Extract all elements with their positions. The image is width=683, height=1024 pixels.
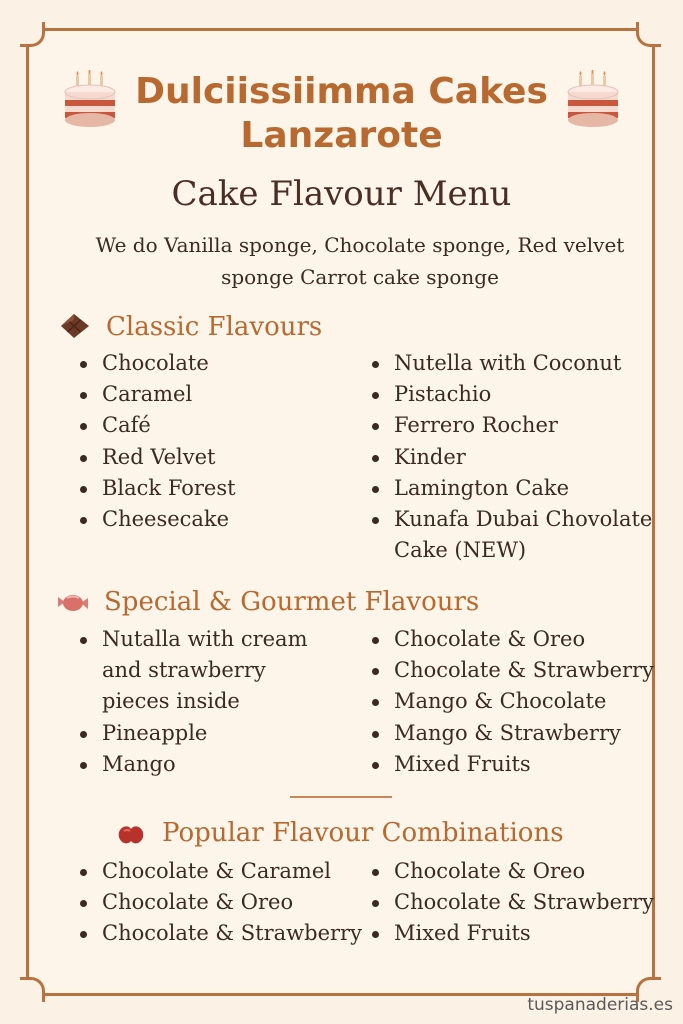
list-item: Mango & Strawberry (368, 718, 668, 749)
classic-flavours-left (76, 348, 346, 535)
brand-title (0, 70, 683, 158)
list-item: Pistachio (368, 379, 658, 410)
special-flavours-left (76, 624, 336, 780)
list-item: Chocolate & Strawberry (76, 918, 366, 949)
berry-icon (114, 819, 148, 847)
frame-corner (20, 22, 45, 47)
special-flavours-right (368, 624, 668, 780)
list-item: Ferrero Rocher (368, 410, 658, 441)
section-title-popular: Popular Flavour Combinations (162, 818, 564, 848)
list-item: Chocolate & Caramel (76, 856, 366, 887)
classic-flavours-right (368, 348, 658, 566)
list-item: Chocolate & Strawberry (368, 655, 668, 686)
list-item: Chocolate & Strawberry (368, 887, 668, 918)
list-item: Nutalla with cream and strawberry pieces inside (76, 624, 336, 718)
menu-title: Cake Flavour Menu (171, 174, 512, 214)
section-divider (290, 796, 392, 798)
list-item: Mango (76, 749, 336, 780)
section-title-special: Special & Gourmet Flavours (104, 587, 480, 617)
list-item: Cheesecake (76, 504, 346, 535)
list-item: Pineapple (76, 718, 336, 749)
list-item: Chocolate & Oreo (368, 624, 668, 655)
list-item: Café (76, 410, 346, 441)
brand-line-2: Lanzarote (240, 115, 443, 156)
list-item: Chocolate & Oreo (76, 887, 366, 918)
list-item: Mixed Fruits (368, 918, 668, 949)
frame-corner (636, 22, 661, 47)
intro-line-1: We do Vanilla sponge, Chocolate sponge, Red velvet (95, 233, 625, 257)
list-item: Mango & Chocolate (368, 686, 668, 717)
list-item: Kinder (368, 442, 658, 473)
section-title-classic: Classic Flavours (106, 312, 323, 342)
popular-combinations-left (76, 856, 366, 950)
sponge-intro (80, 229, 640, 293)
list-item: Nutella with Coconut (368, 348, 658, 379)
frame-corner (20, 977, 45, 1002)
list-item: Black Forest (76, 473, 346, 504)
popular-combinations-right (368, 856, 668, 950)
list-item: Red Velvet (76, 442, 346, 473)
brand-line-1: Dulciissiimma Cakes (135, 71, 548, 112)
intro-line-2: sponge Carrot cake sponge (221, 265, 499, 289)
list-item: Chocolate & Oreo (368, 856, 668, 887)
list-item: Mixed Fruits (368, 749, 668, 780)
list-item: Lamington Cake (368, 473, 658, 504)
watermark: tuspanaderias.es (527, 995, 673, 1015)
list-item: Caramel (76, 379, 346, 410)
candy-icon (56, 589, 90, 617)
chocolate-bar-icon (58, 312, 92, 340)
list-item: Kunafa Dubai Chovolate Cake (NEW) (368, 504, 658, 566)
list-item: Chocolate (76, 348, 346, 379)
